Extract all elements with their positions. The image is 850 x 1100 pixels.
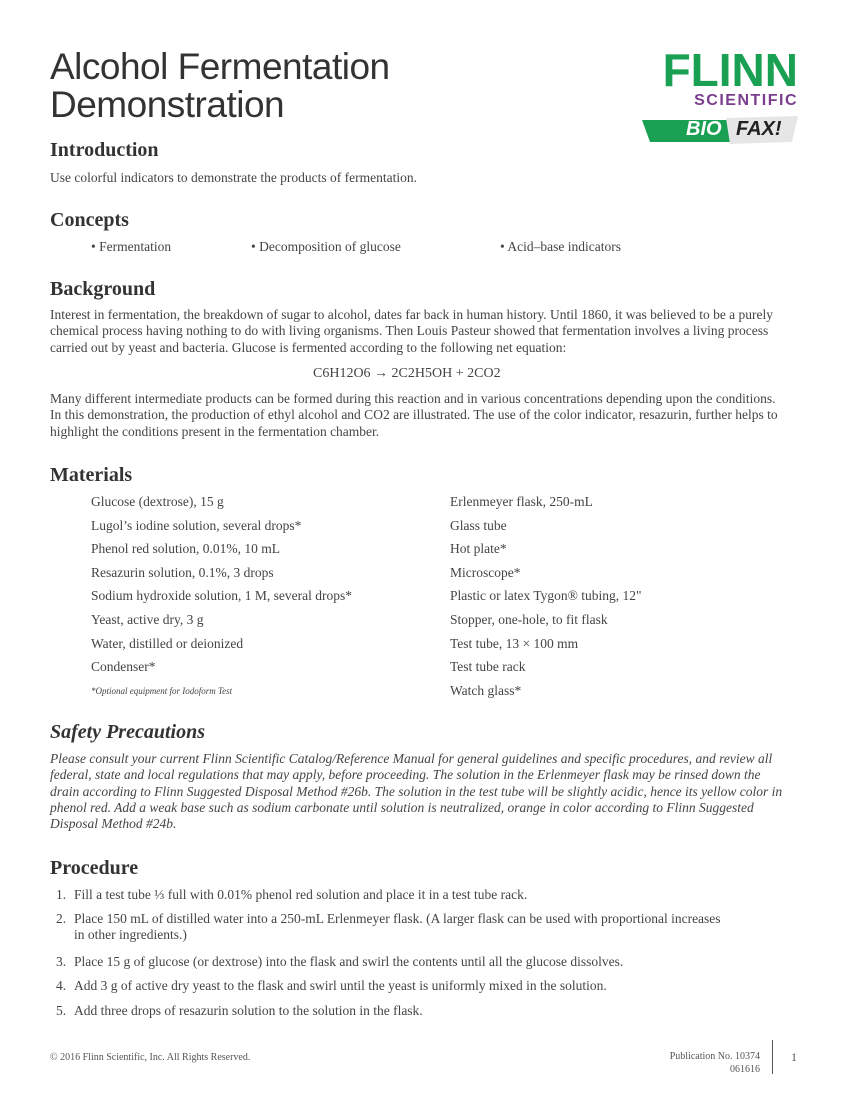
concepts-heading: Concepts: [50, 209, 129, 231]
material-item: Lugol’s iodine solution, several drops*: [91, 517, 302, 533]
procedure-heading: Procedure: [50, 857, 139, 879]
logo-fax: FAX!: [736, 118, 782, 140]
logo-flinn: FLINN: [662, 44, 798, 96]
publication-number: Publication No. 10374: [669, 1051, 760, 1062]
introduction-heading: Introduction: [50, 139, 159, 161]
publication-code: 061616: [730, 1064, 760, 1075]
material-item: Stopper, one-hole, to fit flask: [450, 612, 608, 627]
logo-scientific: SCIENTIFIC: [694, 92, 798, 109]
material-item: Watch glass*: [450, 682, 522, 698]
logo-bio: BIO: [686, 118, 722, 140]
procedure-step-number: 5.: [56, 1003, 67, 1018]
introduction-text: Use colorful indicators to demonstrate the products of fermentation.: [50, 170, 418, 185]
publication-info: [640, 1050, 760, 1076]
procedure-step-text: Place 15 g of glucose (or dextrose) into the flask and swirl the contents until all the glucose dissolves.: [74, 954, 624, 969]
material-item: Phenol red solution, 0.01%, 10 mL: [91, 541, 280, 557]
material-item: Yeast, active dry, 3 g: [91, 612, 204, 627]
background-heading: Background: [50, 278, 156, 300]
material-item: Glass tube: [450, 517, 507, 533]
materials-note: *Optional equipment for Iodoform Test: [91, 686, 233, 696]
safety-heading: Safety Precautions: [50, 721, 205, 743]
concept-item: • Fermentation: [91, 239, 172, 254]
safety-text: Please consult your current Flinn Scientific Catalog/Reference Manual for general guidelines and specific procedures, and review all federal, state and local regulations that may apply, before proceeding. The solution in the Erlenmeyer flask may be rinsed down the drain according to Flinn Suggested Disposal Method #26b. The solution in the test tube will be slightly acidic, hence its yellow color in phenol red. Add a weak base such as sodium carbonate until solution is neutralized, orange in color according to Flinn Suggested Disposal Method #24b.: [50, 751, 783, 832]
procedure-step-number: 1.: [56, 887, 67, 902]
flinn-biofax-logo: [640, 44, 798, 148]
material-item: Sodium hydroxide solution, 1 M, several drops*: [91, 588, 352, 604]
fermentation-equation: [313, 366, 501, 382]
page-title: [50, 48, 390, 124]
material-item: Test tube rack: [450, 659, 526, 675]
background-paragraph-1: Interest in fermentation, the breakdown of sugar to alcohol, dates far back in human history. Until 1860, it was believed to be a purely chemical process having nothing to do with living organisms. Then Louis Pasteur showed that fermentation involves a living process carried out by yeast and bacteria. Glucose is fermented according to the following net equation:: [50, 307, 774, 355]
copyright: © 2016 Flinn Scientific, Inc. All Rights Reserved.: [50, 1052, 251, 1063]
material-item: Test tube, 13 × 100 mm: [450, 635, 579, 651]
procedure-step-text: Add 3 g of active dry yeast to the flask and swirl until the yeast is uniformly mixed in the solution.: [74, 978, 607, 993]
title-line-2: Demonstration: [50, 84, 285, 125]
procedure-step-number: 4.: [56, 978, 67, 993]
procedure-step-text: Fill a test tube ⅓ full with 0.01% phenol red solution and place it in a test tube rack.: [74, 887, 528, 902]
material-item: Plastic or latex Tygon® tubing, 12": [450, 588, 642, 604]
material-item: Resazurin solution, 0.1%, 3 drops: [91, 564, 274, 580]
concept-item: • Acid–base indicators: [500, 239, 621, 254]
procedure-step-text: Add three drops of resazurin solution to the solution in the flask.: [74, 1003, 423, 1018]
equation-text: C6H12O6 → 2C2H5OH + 2CO2: [313, 366, 501, 381]
procedure-step-text: Place 150 mL of distilled water into a 250-mL Erlenmeyer flask. (A larger flask can be used with proportional increases in other ingredients.): [74, 911, 721, 943]
title-line-1: Alcohol Fermentation: [50, 46, 390, 87]
procedure-step-number: 3.: [56, 954, 67, 969]
material-item: Condenser*: [91, 659, 156, 675]
materials-heading: Materials: [50, 464, 133, 486]
material-item: Erlenmeyer flask, 250-mL: [450, 494, 593, 509]
material-item: Hot plate*: [450, 541, 507, 557]
material-item: Glucose (dextrose), 15 g: [91, 494, 224, 509]
procedure-step-number: 2.: [56, 911, 67, 926]
background-paragraph-2: Many different intermediate products can be formed during this reaction and in various concentrations depending upon the conditions. In this demonstration, the production of ethyl alcohol and CO2 are illustrated. The use of the color indicator, resazurin, further helps to highlight the conditions present in the fermentation chamber.: [50, 391, 778, 439]
material-item: Microscope*: [450, 564, 521, 580]
concept-item: • Decomposition of glucose: [251, 239, 401, 254]
logo-ribbon: [642, 116, 798, 144]
page-number: 1: [791, 1050, 797, 1064]
material-item: Water, distilled or deionized: [91, 635, 244, 651]
footer-divider: [772, 1040, 773, 1074]
